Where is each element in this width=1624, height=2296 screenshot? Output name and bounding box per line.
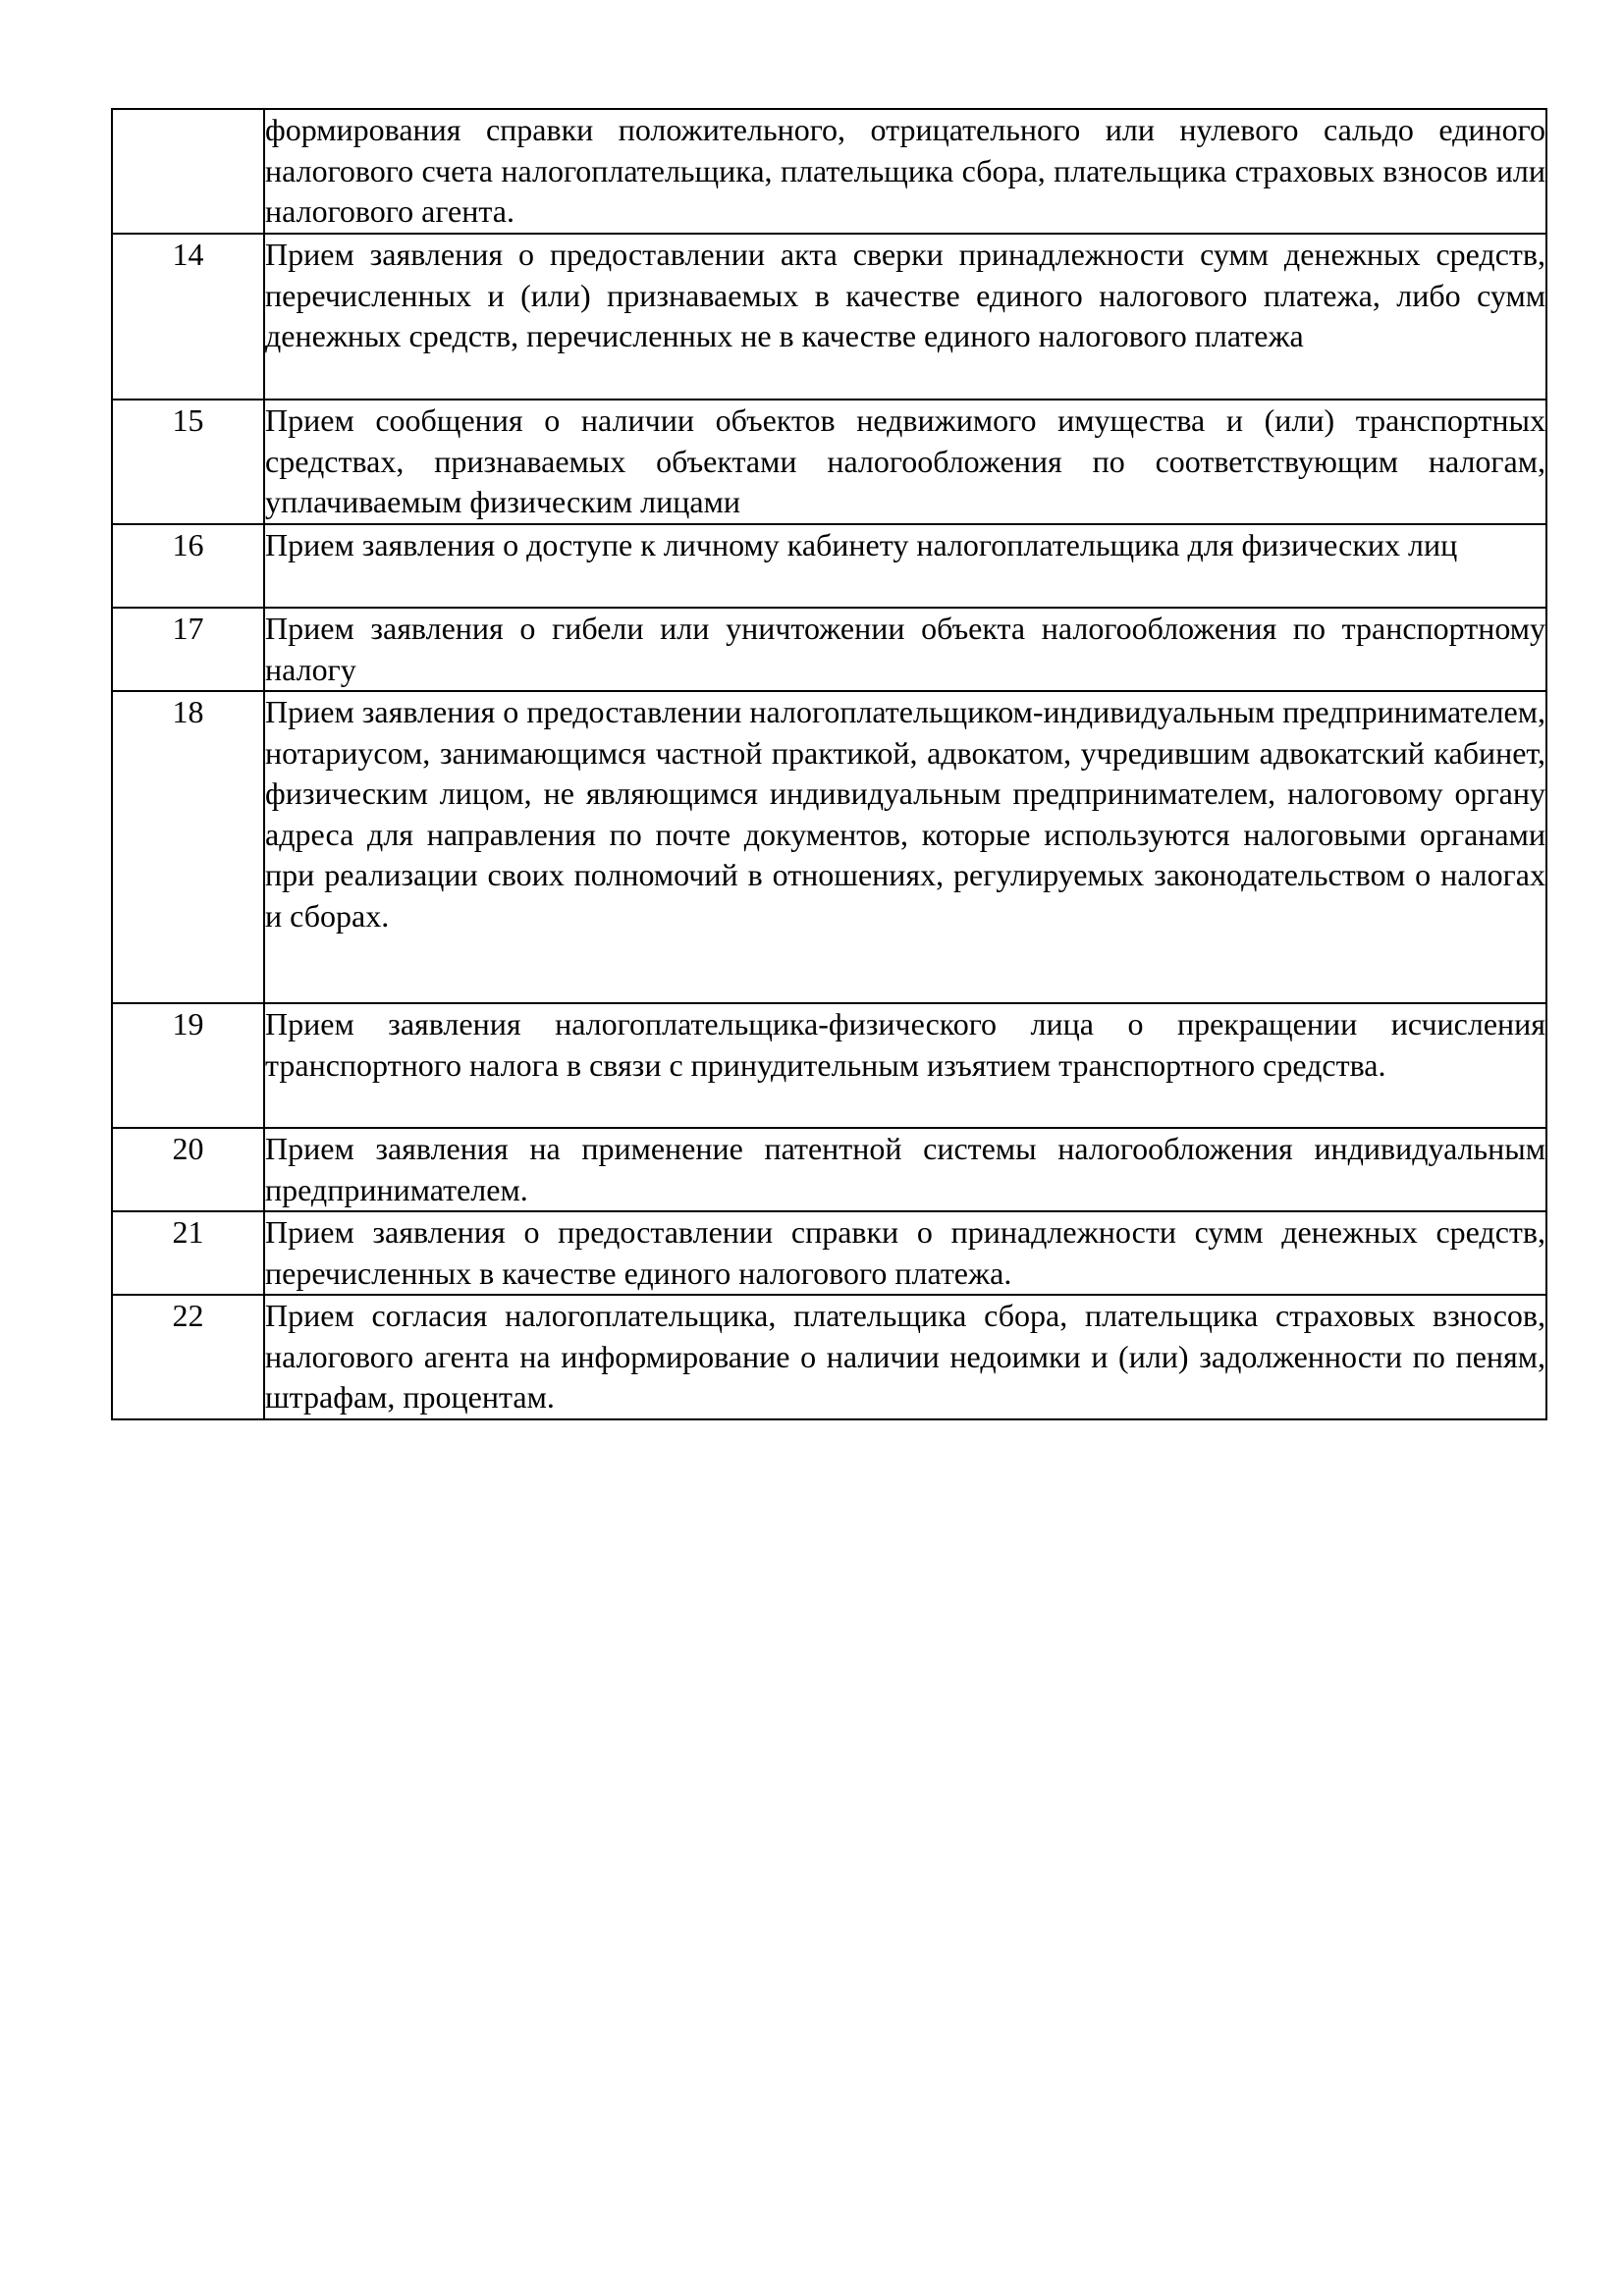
- row-number: 16: [112, 524, 264, 608]
- row-description: Прием заявления о гибели или уничтожении объекта налогообложения по транспортному налогу: [264, 608, 1546, 691]
- row-description: Прием сообщения о наличии объектов недвижимого имущества и (или) транспортных средствах, признаваемых объектами налогообложения по соответствующим налогам, уплачиваемым физическим лицами: [264, 400, 1546, 524]
- row-description: формирования справки положительного, отрицательного или нулевого сальдо единого налогового счета налогоплательщика, плательщика сбора, плательщика страховых взносов или налогового агента.: [264, 109, 1546, 234]
- table-row: [112, 1128, 1546, 1211]
- table-row: [112, 234, 1546, 400]
- row-description: Прием заявления о предоставлении справки о принадлежности сумм денежных средств, перечисленных в качестве единого налогового платежа.: [264, 1211, 1546, 1295]
- row-number: 22: [112, 1295, 264, 1419]
- row-number: 21: [112, 1211, 264, 1295]
- row-description: Прием заявления о предоставлении акта сверки принадлежности сумм денежных средств, перечисленных и (или) признаваемых в качестве единого налогового платежа, либо сумм денежных средств, перечисленных не в качестве единого налогового платежа: [264, 234, 1546, 400]
- row-number: 17: [112, 608, 264, 691]
- row-description: Прием заявления на применение патентной системы налогообложения индивидуальным предпринимателем.: [264, 1128, 1546, 1211]
- row-number: 19: [112, 1003, 264, 1128]
- table-row: [112, 691, 1546, 1003]
- row-number: 15: [112, 400, 264, 524]
- table-row: [112, 109, 1546, 234]
- row-number: 14: [112, 234, 264, 400]
- table-row: [112, 400, 1546, 524]
- row-description: Прием заявления о предоставлении налогоплательщиком-индивидуальным предпринимателем, нотариусом, занимающимся частной практикой, адвокатом, учредившим адвокатский кабинет, физическим лицом, не являющимся индивидуальным предпринимателем, налоговому органу адреса для направления по почте документов, которые используются налоговыми органами при реализации своих полномочий в отношениях, регулируемых законодательством о налогах и сборах.: [264, 691, 1546, 1003]
- row-description: Прием заявления о доступе к личному кабинету налогоплательщика для физических лиц: [264, 524, 1546, 608]
- table-row: [112, 1211, 1546, 1295]
- table-row: [112, 608, 1546, 691]
- table-row: [112, 524, 1546, 608]
- row-number: 20: [112, 1128, 264, 1211]
- table-row: [112, 1003, 1546, 1128]
- services-table: [111, 108, 1547, 1420]
- row-number: 18: [112, 691, 264, 1003]
- row-description: Прием заявления налогоплательщика-физического лица о прекращении исчисления транспортного налога в связи с принудительным изъятием транспортного средства.: [264, 1003, 1546, 1128]
- table-row: [112, 1295, 1546, 1419]
- row-number: [112, 109, 264, 234]
- row-description: Прием согласия налогоплательщика, плательщика сбора, плательщика страховых взносов, налогового агента на информирование о наличии недоимки и (или) задолженности по пеням, штрафам, процентам.: [264, 1295, 1546, 1419]
